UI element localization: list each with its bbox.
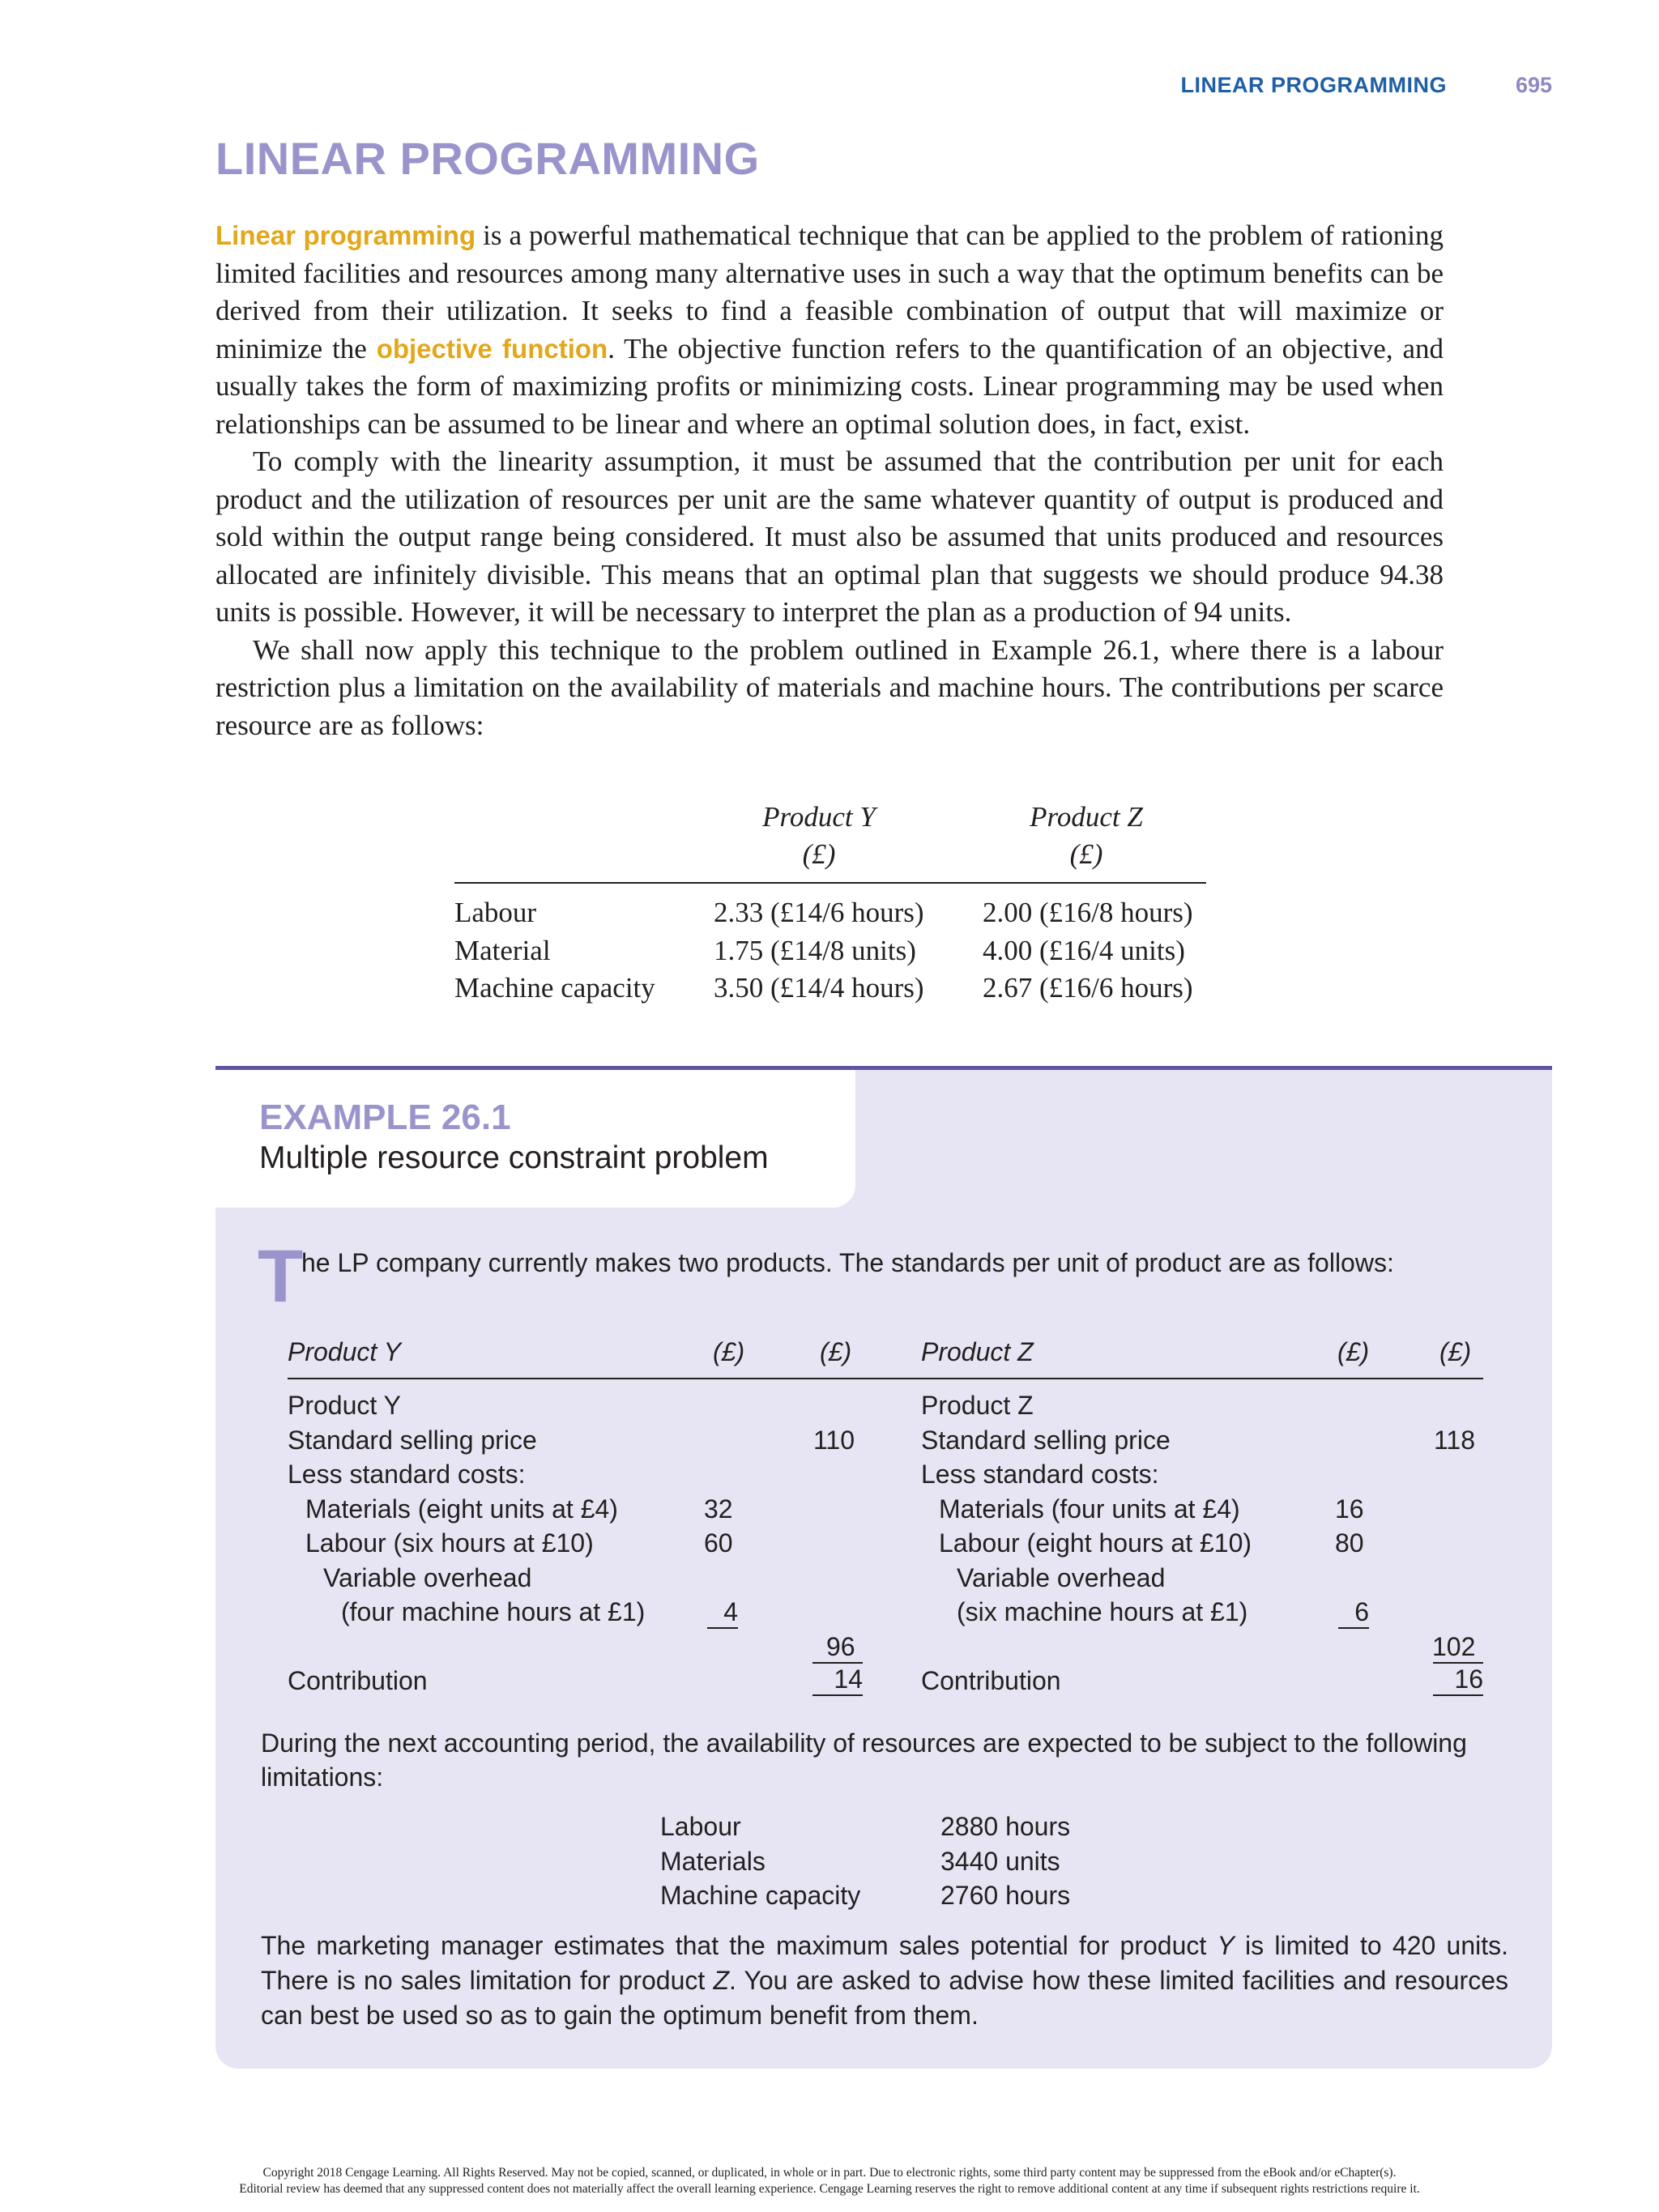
row-label: Machine capacity bbox=[454, 972, 655, 1004]
y-contribution: 14 bbox=[812, 1662, 863, 1696]
closing-text-a: The marketing manager estimates that the maximum sales potential for product bbox=[261, 1931, 1218, 1960]
example-intro: he LP company currently makes two products. The standards per unit of product are as follows: bbox=[301, 1248, 1394, 1277]
table-row bbox=[660, 1844, 1146, 1879]
cell-z: 4.00 (£16/4 units) bbox=[983, 934, 1185, 966]
paragraph-1-text-a: is a powerful mathematical technique that can be applied to the problem of rationing limited facilities and resources among many alternative uses in such a way that the optimum benefits can be derived from their utilization. It seeks to find a feasible combination of output that will maximize or minimize the bbox=[215, 219, 1444, 364]
z-materials-value: 16 bbox=[1335, 1494, 1364, 1524]
contribution-table bbox=[454, 799, 1206, 1004]
row-label: Material bbox=[454, 934, 551, 966]
y-less-costs: Less standard costs: bbox=[288, 1460, 526, 1489]
standards-y-heading: Product Y bbox=[288, 1337, 401, 1366]
keyword-objective-function: objective function bbox=[376, 333, 608, 364]
limit-value: 2760 hours bbox=[940, 1881, 1071, 1910]
y-selling-price-label: Standard selling price bbox=[288, 1426, 537, 1455]
z-less-costs: Less standard costs: bbox=[921, 1460, 1159, 1489]
col-product-y-title: Product Y bbox=[762, 801, 876, 833]
cell-y: 3.50 (£14/4 hours) bbox=[714, 972, 924, 1004]
contribution-table-header bbox=[454, 799, 1206, 874]
table-row bbox=[454, 932, 1206, 970]
z-total-cost: 102 bbox=[1432, 1632, 1476, 1661]
example-title: EXAMPLE 26.1 bbox=[259, 1097, 511, 1137]
copyright-footer bbox=[0, 2165, 1659, 2197]
z-machine-label: (six machine hours at £1) bbox=[957, 1597, 1248, 1626]
col-product-z-unit: (£) bbox=[1069, 838, 1103, 870]
z-contribution: 16 bbox=[1433, 1662, 1483, 1696]
col-product-y bbox=[697, 799, 940, 873]
paragraph-1 bbox=[215, 217, 1444, 443]
y-product-name: Product Y bbox=[288, 1391, 401, 1420]
drop-cap: T bbox=[258, 1235, 304, 1318]
z-variable-overhead-label: Variable overhead bbox=[957, 1563, 1166, 1592]
z-materials-label: Materials (four units at £4) bbox=[939, 1494, 1240, 1524]
section-heading: LINEAR PROGRAMMING bbox=[215, 133, 760, 184]
y-total-cost: 96 bbox=[826, 1632, 855, 1661]
closing-product-z: Z bbox=[713, 1966, 729, 1995]
y-labour-label: Labour (six hours at £10) bbox=[305, 1528, 594, 1558]
z-labour-label: Labour (eight hours at £10) bbox=[939, 1528, 1252, 1558]
standards-z-heading: Product Z bbox=[921, 1337, 1034, 1366]
y-machine-label: (four machine hours at £1) bbox=[341, 1597, 646, 1626]
contribution-table-rule bbox=[454, 882, 1206, 884]
limitations-intro: During the next accounting period, the availability of resources are expected to be subject to the following limitations: bbox=[261, 1728, 1467, 1792]
example-title-tab bbox=[215, 1070, 855, 1208]
paragraph-1-text-b: . The objective function refers to the quantification of an objective, and usually takes the form of maximizing profits or minimizing costs. Linear programming may be used when relationships can be assumed to be linear and where an optimal solution does, in fact, exist. bbox=[215, 332, 1444, 440]
table-row bbox=[660, 1809, 1146, 1844]
z-product-name: Product Z bbox=[921, 1391, 1034, 1420]
cell-y: 2.33 (£14/6 hours) bbox=[714, 897, 924, 928]
limit-label: Labour bbox=[660, 1812, 741, 1841]
table-row bbox=[454, 970, 1206, 1008]
closing-text-c: . You are asked to advise how these limited facilities and resources can best be used so as to gain the optimum benefit from them. bbox=[261, 1966, 1508, 2030]
running-header-section: LINEAR PROGRAMMING bbox=[1180, 73, 1447, 97]
row-label: Labour bbox=[454, 897, 537, 928]
col-product-z-title: Product Z bbox=[1030, 801, 1143, 833]
cell-z: 2.67 (£16/6 hours) bbox=[983, 972, 1193, 1004]
copyright-line-2: Editorial review has deemed that any suppressed content does not materially affect the overall learning experience. Cengage Learning reserves the right to remove additional content at any time if subsequent rights restrictions require it. bbox=[239, 2182, 1420, 2196]
paragraph-2: To comply with the linearity assumption, it must be assumed that the contribution per unit for each product and the utilization of resources per unit are the same whatever quantity of output is produced and sold within the output range being considered. It must also be assumed that units produced and resources allocated are infinitely divisible. This means that an optimal plan that suggests we should produce 94.38 units is possible. However, it will be necessary to interpret the plan as a production of 94 units. bbox=[215, 445, 1444, 628]
standards-y-unit-1: (£) bbox=[713, 1337, 745, 1366]
col-product-z bbox=[965, 799, 1208, 873]
y-materials-value: 32 bbox=[704, 1494, 733, 1524]
table-row bbox=[454, 894, 1206, 932]
z-labour-value: 80 bbox=[1335, 1528, 1364, 1558]
closing-product-y: Y bbox=[1217, 1931, 1235, 1960]
limit-label: Machine capacity bbox=[660, 1881, 861, 1910]
z-contribution-label: Contribution bbox=[921, 1666, 1061, 1695]
cell-y: 1.75 (£14/8 units) bbox=[714, 934, 916, 966]
contribution-table-body bbox=[454, 894, 1206, 1008]
standards-header-rule bbox=[288, 1378, 1483, 1379]
limit-label: Materials bbox=[660, 1846, 766, 1876]
standards-z-unit-2: (£) bbox=[1439, 1337, 1472, 1366]
closing-text-b: is limited to 420 units. There is no sales limitation for product bbox=[261, 1931, 1509, 1995]
page-number: 695 bbox=[1515, 73, 1552, 97]
z-selling-price: 118 bbox=[1434, 1426, 1476, 1455]
y-variable-overhead-label: Variable overhead bbox=[323, 1563, 532, 1592]
example-closing bbox=[261, 1929, 1508, 2033]
y-machine-value: 4 bbox=[707, 1596, 738, 1629]
cell-z: 2.00 (£16/8 hours) bbox=[983, 897, 1193, 928]
limit-value: 3440 units bbox=[940, 1846, 1060, 1876]
limit-value: 2880 hours bbox=[940, 1812, 1071, 1841]
y-contribution-label: Contribution bbox=[288, 1666, 428, 1695]
y-selling-price: 110 bbox=[813, 1426, 855, 1455]
table-row bbox=[660, 1878, 1146, 1913]
z-machine-value: 6 bbox=[1338, 1596, 1369, 1629]
copyright-line-1: Copyright 2018 Cengage Learning. All Rights Reserved. May not be copied, scanned, or duplicated, in whole or in part. Due to electronic rights, some third party content may be suppressed from the eBook and/or eChapter(s). bbox=[262, 2166, 1397, 2180]
y-labour-value: 60 bbox=[704, 1528, 733, 1558]
example-subtitle: Multiple resource constraint problem bbox=[259, 1140, 769, 1175]
running-header bbox=[891, 73, 1552, 105]
paragraph-3: We shall now apply this technique to the problem outlined in Example 26.1, where there is a labour restriction plus a limitation on the availability of materials and machine hours. The contributions per scarce resource are as follows: bbox=[215, 633, 1444, 741]
keyword-linear-programming: Linear programming bbox=[215, 220, 476, 250]
y-materials-label: Materials (eight units at £4) bbox=[305, 1494, 618, 1524]
body-text bbox=[215, 217, 1444, 744]
standards-z-unit-1: (£) bbox=[1337, 1337, 1370, 1366]
standards-y-unit-2: (£) bbox=[820, 1337, 852, 1366]
limitations-table bbox=[660, 1809, 1146, 1913]
col-product-y-unit: (£) bbox=[802, 838, 836, 870]
z-selling-price-label: Standard selling price bbox=[921, 1426, 1171, 1455]
